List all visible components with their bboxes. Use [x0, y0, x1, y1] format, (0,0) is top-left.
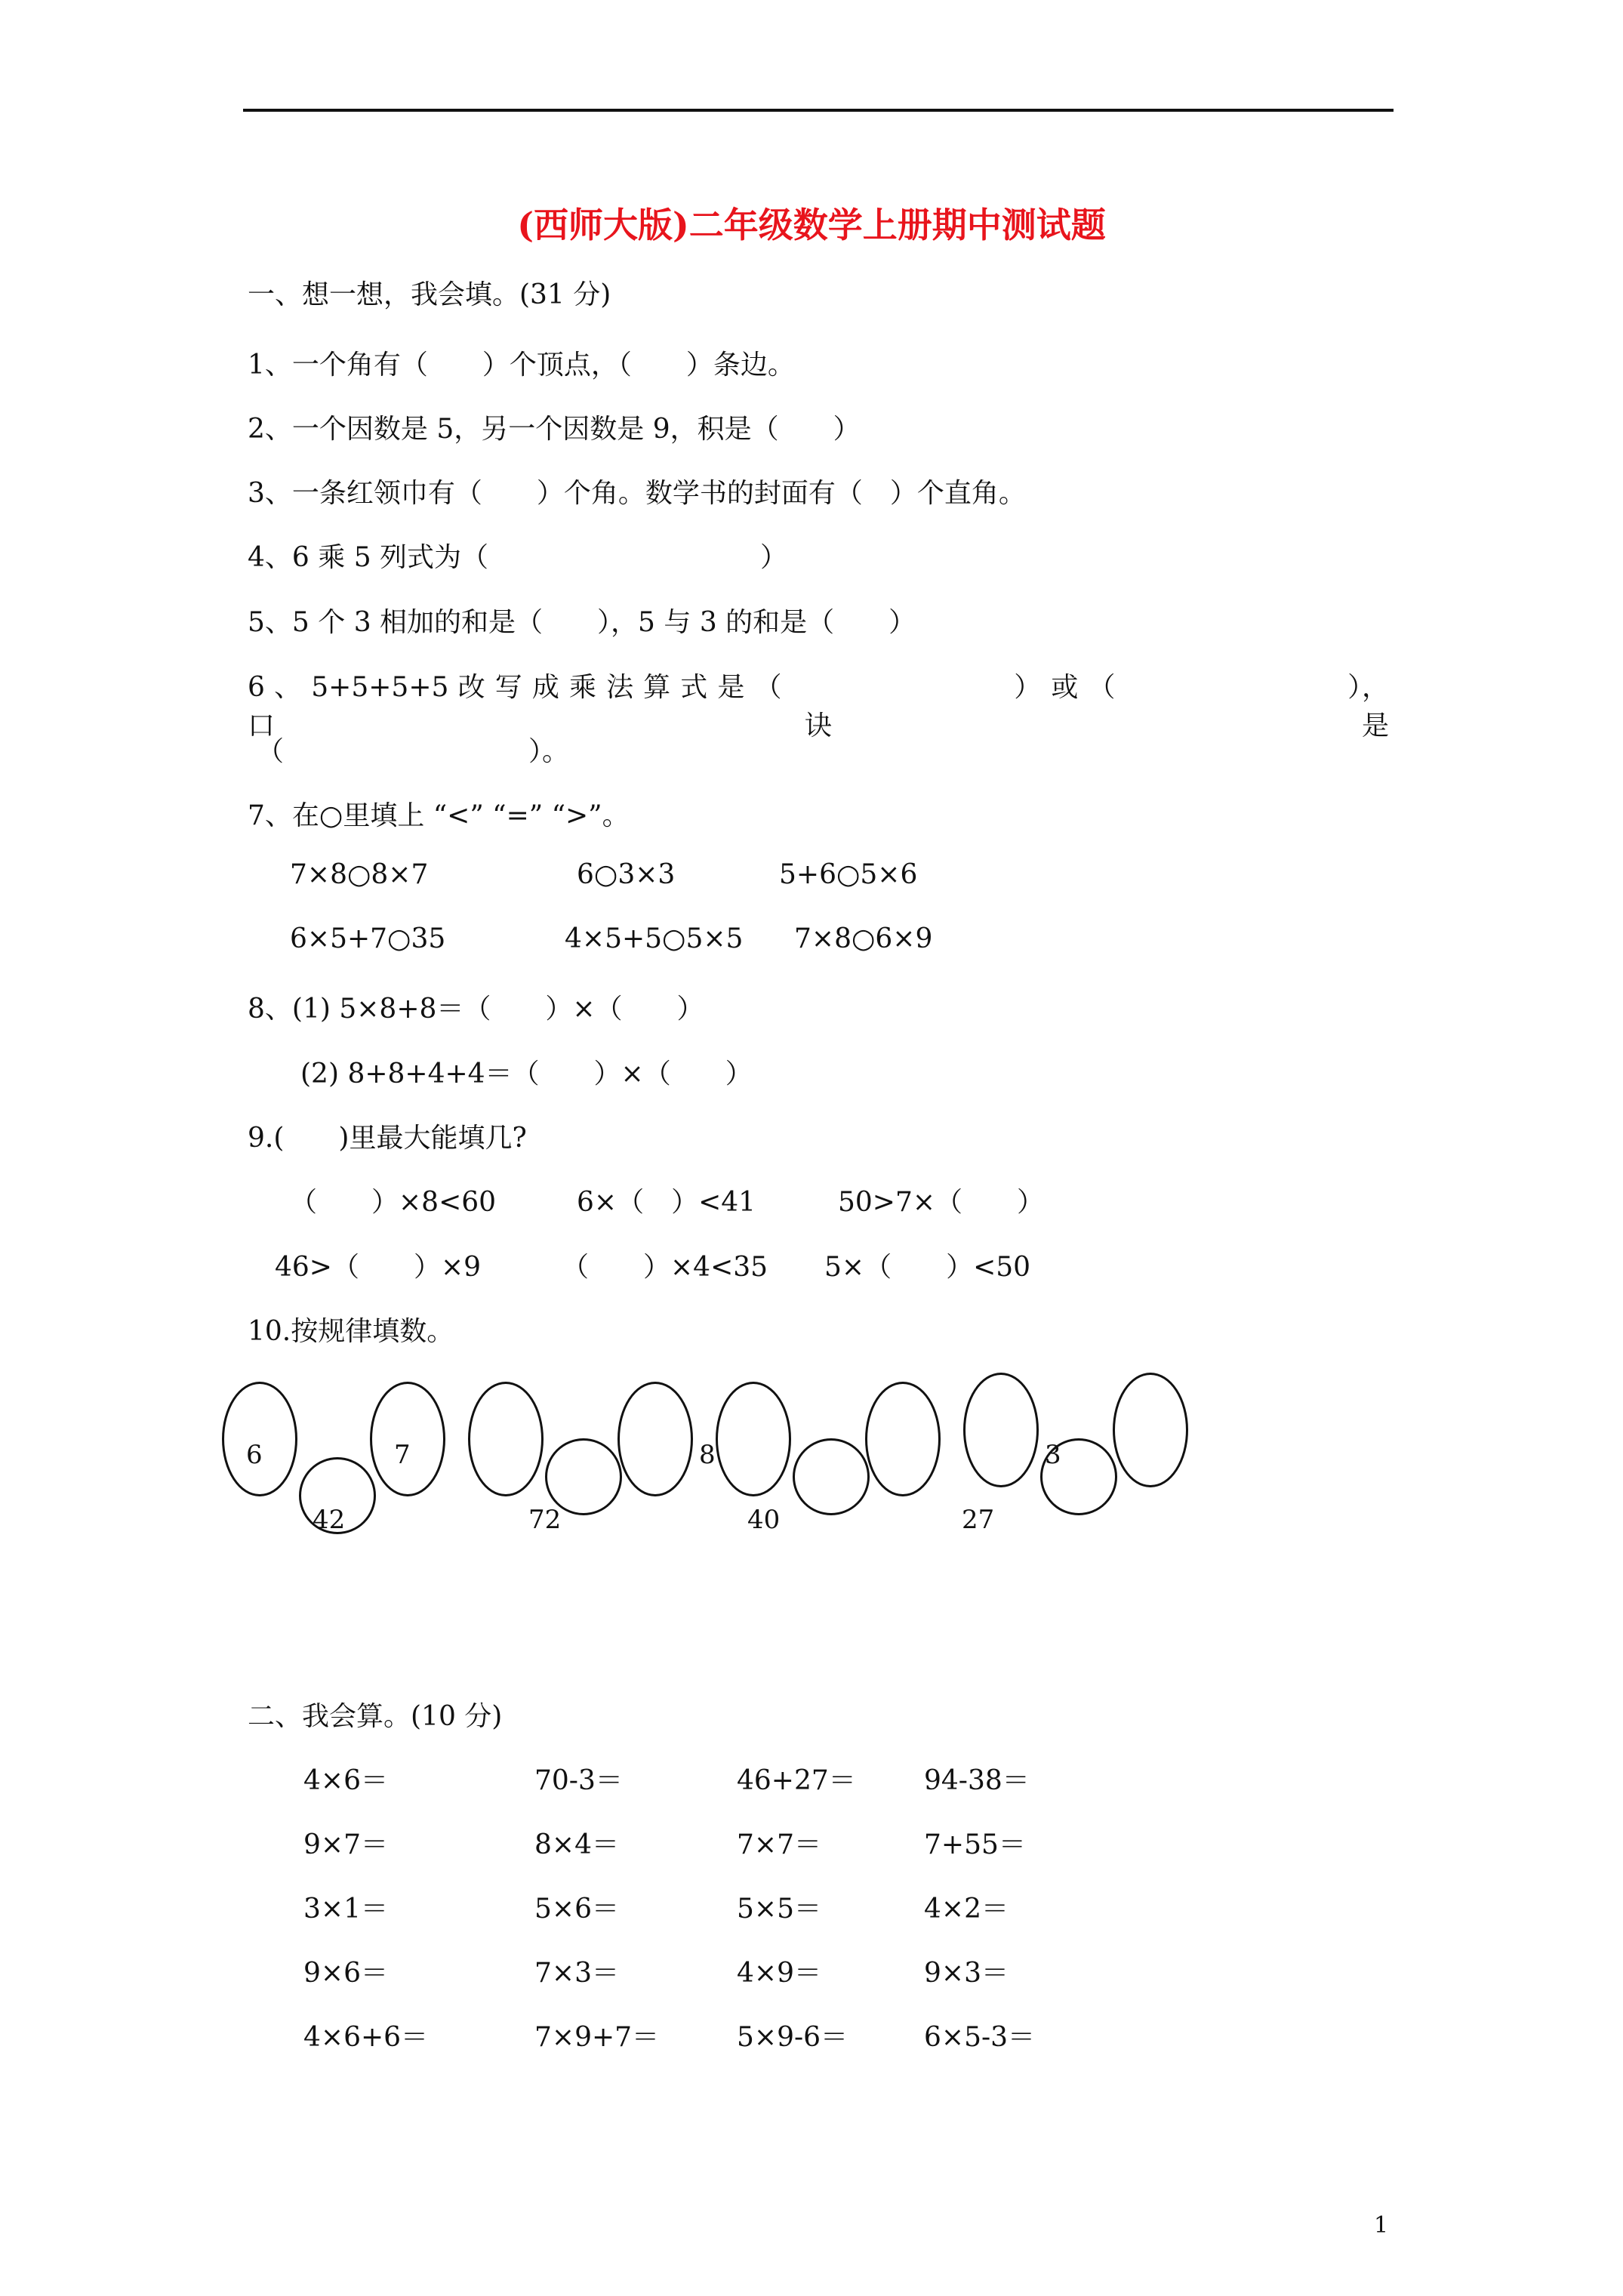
- calc-item: 4×9＝: [737, 1958, 821, 1989]
- calc-item: 70-3＝: [534, 1765, 623, 1796]
- calc-item: 4×6+6＝: [303, 2022, 429, 2053]
- calc-item: 9×6＝: [303, 1958, 388, 1989]
- page-number: 1: [1374, 2212, 1389, 2239]
- section1-heading: 一、想一想，我会填。(31 分): [248, 279, 611, 310]
- question-4: 4、6 乘 5 列式为（ ）: [248, 542, 788, 573]
- question-2: 2、一个因数是 5，另一个因数是 9，积是（ ）: [248, 414, 861, 445]
- factor-oval-right: [865, 1382, 941, 1496]
- product-value: 42: [313, 1505, 346, 1535]
- calc-item: 6×5-3＝: [924, 2022, 1036, 2053]
- compare-item: 7×8○6×9: [794, 923, 933, 954]
- question-8-part2: (2) 8+8+4+4＝（ ）×（ ）: [300, 1059, 753, 1089]
- question-3: 3、一条红领巾有（ ）个角。数学书的封面有（ ）个直角。: [248, 478, 1026, 509]
- question-9: 9.( )里最大能填几?: [248, 1123, 527, 1154]
- factor-left-value: 8: [699, 1440, 716, 1470]
- calc-item: 7×3＝: [534, 1958, 619, 1989]
- factor-right-value: 7: [394, 1440, 411, 1470]
- compare-item: 6×5+7○35: [290, 923, 446, 954]
- question-1: 1、一个角有（ ）个顶点，（ ）条边。: [248, 350, 795, 381]
- factor-oval-right: [1113, 1373, 1188, 1487]
- factor-right-value: 3: [1045, 1440, 1061, 1470]
- factor-oval-left: [716, 1382, 791, 1496]
- product-circle: [545, 1438, 622, 1515]
- question-10: 10.按规律填数。: [248, 1316, 454, 1347]
- factor-left-value: 6: [246, 1440, 263, 1470]
- fill-max-item: （ ）×4<35: [562, 1252, 768, 1283]
- calc-item: 4×6＝: [303, 1765, 388, 1796]
- header-rule: [243, 109, 1394, 112]
- factor-oval-right: [617, 1382, 693, 1496]
- calc-item: 7+55＝: [924, 1829, 1026, 1860]
- fill-max-item: 6×（ ）<41: [577, 1187, 756, 1218]
- product-value: 27: [962, 1505, 995, 1535]
- fill-max-item: （ ）×8<60: [290, 1187, 497, 1218]
- question-5: 5、5 个 3 相加的和是（ ），5 与 3 的和是（ ）: [248, 607, 916, 638]
- calc-item: 7×9+7＝: [534, 2022, 660, 2053]
- calc-item: 5×5＝: [737, 1894, 821, 1925]
- factor-oval-left: [963, 1373, 1039, 1487]
- product-value: 40: [747, 1505, 781, 1535]
- compare-item: 6○3×3: [577, 859, 676, 890]
- question-7: 7、在○里填上 “<” “=” “>”。: [248, 800, 630, 831]
- calc-item: 9×3＝: [924, 1958, 1009, 1989]
- page-title: (西师大版)二年级数学上册期中测试题: [517, 205, 1106, 245]
- calc-item: 8×4＝: [534, 1829, 619, 1860]
- compare-item: 4×5+5○5×5: [565, 923, 744, 954]
- calc-item: 9×7＝: [303, 1829, 388, 1860]
- product-value: 72: [528, 1505, 562, 1535]
- section2-heading: 二、我会算。(10 分): [248, 1701, 503, 1732]
- compare-item: 7×8○8×7: [290, 859, 429, 890]
- calc-item: 5×9-6＝: [737, 2022, 848, 2053]
- factor-oval-left: [468, 1382, 544, 1496]
- calc-item: 7×7＝: [737, 1829, 821, 1860]
- calc-item: 3×1＝: [303, 1894, 388, 1925]
- compare-item: 5+6○5×6: [779, 859, 918, 890]
- fill-max-item: 46>（ ）×9: [275, 1252, 482, 1283]
- question-8-part1: 8、(1) 5×8+8＝（ ）×（ ）: [248, 994, 704, 1025]
- calc-item: 5×6＝: [534, 1894, 619, 1925]
- calc-item: 46+27＝: [737, 1765, 856, 1796]
- calc-item: 4×2＝: [924, 1894, 1009, 1925]
- calc-item: 94-38＝: [924, 1765, 1030, 1796]
- fill-max-item: 50>7×（ ）: [838, 1187, 1045, 1218]
- factor-oval-right: [370, 1382, 445, 1496]
- fill-max-item: 5×（ ）<50: [824, 1252, 1031, 1283]
- question-6-line1: 6 、 5+5+5+5 改 写 成 乘 法 算 式 是 （ ） 或 （ ）， 口 诀 是: [248, 672, 1389, 741]
- product-circle: [793, 1438, 870, 1515]
- factor-oval-left: [222, 1382, 297, 1496]
- question-6-line2: （ ）。: [257, 736, 570, 767]
